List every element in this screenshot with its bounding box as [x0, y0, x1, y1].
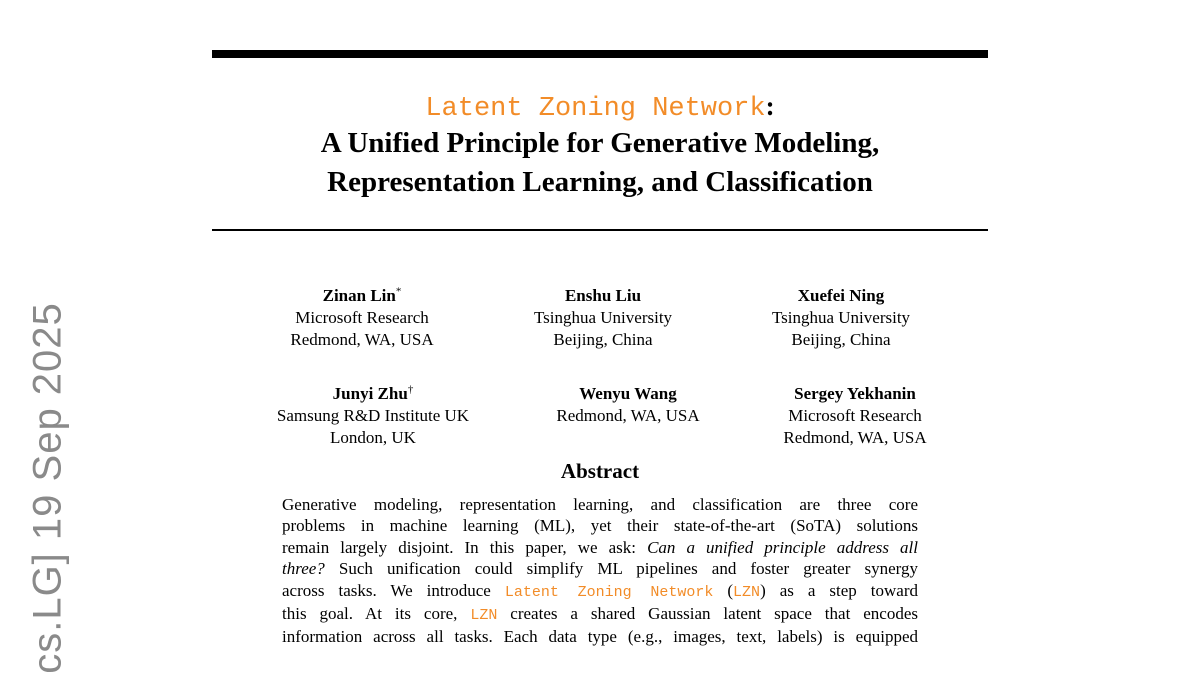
title-top-rule — [212, 50, 988, 58]
author-enshu-liu — [483, 285, 723, 351]
author-name: Zinan Lin — [322, 286, 396, 305]
abstract-heading: Abstract — [560, 459, 640, 483]
author-affiliation: Samsung R&D Institute UK — [276, 406, 470, 425]
author-location: Redmond, WA, USA — [290, 330, 434, 349]
abstract-text: ) as a step toward — [760, 580, 919, 600]
abstract-line: Generative modeling, representation learning, and classification are three core — [282, 495, 918, 514]
abstract-text: Such unification could simplify ML pipelines and foster greater synergy — [324, 559, 918, 579]
abstract-text: remain largely disjoint. In this paper, we ask: — [282, 537, 648, 557]
author-name: Xuefei Ning — [797, 286, 885, 305]
author-name: Junyi Zhu — [332, 384, 408, 403]
author-location: Beijing, China — [791, 330, 891, 349]
abstract-question: Can a unified principle address all — [647, 537, 918, 557]
abstract-text: this goal. At its core, — [282, 604, 471, 624]
title-subtitle-line-2: Representation Learning, and Classification — [327, 166, 873, 198]
author-affiliation: Tsinghua University — [533, 308, 673, 327]
abstract-line — [282, 580, 918, 603]
abstract-line — [282, 558, 918, 579]
author-name: Wenyu Wang — [579, 384, 677, 403]
lzn-acronym-link[interactable]: LZN — [470, 607, 498, 625]
author-junyi-zhu — [253, 383, 493, 449]
author-affiliation: Microsoft Research — [788, 406, 922, 425]
arxiv-stamp: cs.LG] 19 Sep 2025 — [25, 302, 70, 674]
author-name: Enshu Liu — [564, 286, 642, 305]
author-affiliation: Redmond, WA, USA — [556, 406, 700, 425]
author-xuefei-ning — [721, 285, 961, 351]
author-location: Redmond, WA, USA — [783, 428, 927, 447]
title-subtitle-line-1: A Unified Principle for Generative Modeling, — [320, 127, 880, 159]
author-wenyu-wang — [508, 383, 748, 427]
title-bottom-rule — [212, 229, 988, 231]
author-affiliation: Tsinghua University — [771, 308, 911, 327]
author-footnote-mark: † — [407, 383, 414, 396]
paper-title — [212, 88, 988, 202]
title-line-model-name — [212, 88, 988, 124]
author-sergey-yekhanin — [735, 383, 975, 449]
abstract-text: ( — [713, 580, 734, 600]
abstract-text: creates a shared Gaussian latent space that encodes — [497, 604, 918, 624]
abstract-question: three? — [282, 559, 325, 579]
lzn-acronym-link[interactable]: LZN — [733, 583, 761, 601]
abstract-line: information across all tasks. Each data type (e.g., images, text, labels) is equipped — [282, 627, 918, 647]
author-name: Sergey Yekhanin — [794, 384, 916, 403]
abstract-text: across tasks. We introduce — [282, 580, 505, 600]
author-zinan-lin — [242, 285, 482, 351]
abstract-line — [282, 603, 918, 626]
author-location: Beijing, China — [553, 330, 653, 349]
abstract-line — [282, 537, 918, 558]
lzn-full-name-link[interactable]: Latent Zoning Network — [504, 583, 714, 601]
author-footnote-mark: * — [395, 285, 402, 298]
title-model-name: Latent Zoning Network — [425, 94, 766, 124]
title-colon: : — [765, 91, 775, 121]
abstract-line: problems in machine learning (ML), yet their state-of-the-art (SoTA) solutions — [282, 516, 918, 536]
author-location: London, UK — [330, 428, 416, 447]
abstract-body — [282, 494, 918, 648]
author-affiliation: Microsoft Research — [295, 308, 429, 327]
